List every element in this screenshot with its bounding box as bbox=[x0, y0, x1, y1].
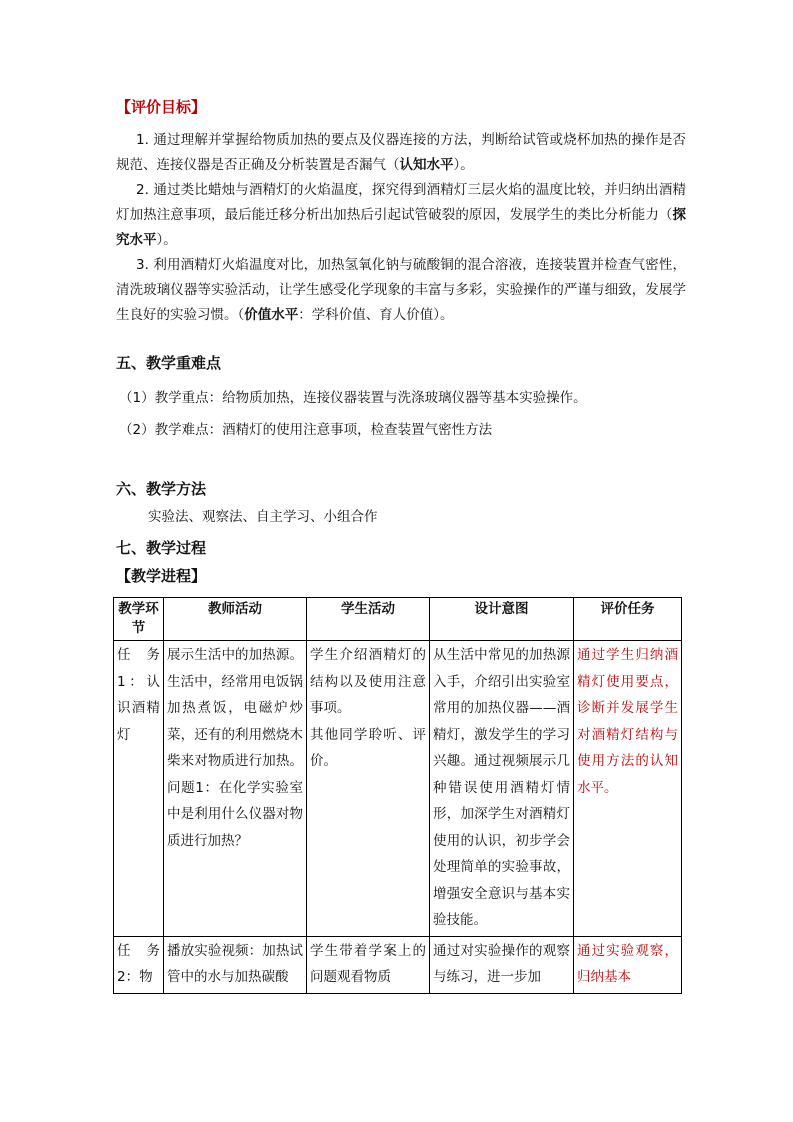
section5-item2: （2）教学难点：酒精灯的使用注意事项，检查装置气密性方法 bbox=[119, 422, 493, 438]
evaluation-goal-2: 2. 通过类比蜡烛与酒精灯的火焰温度，探究得到酒精灯三层火焰的温度比较，并归纳出酒精灯加热注意事项，最后能迁移分析出加热后引起试管破裂的原因，发展学生的类比分析能力（探究水平）。 bbox=[116, 182, 686, 248]
evaluation-heading: 【评价目标】 bbox=[116, 98, 207, 116]
cell-teacher: 展示生活中的加热源。生活中，经常用电饭锅加热煮饭，电磁炉炒菜，还有的利用燃烧木柴来对物质进行加热。问题1：在化学实验室中是利用什么仪器对物质进行加热？ bbox=[164, 641, 307, 937]
section6-content: 实验法、观察法、自主学习、小组合作 bbox=[148, 509, 378, 525]
cell-stage: 任务2：物 bbox=[114, 936, 164, 993]
table-row bbox=[114, 641, 682, 937]
cell-eval: 通过实验观察，归纳基本 bbox=[574, 936, 682, 993]
process-table bbox=[113, 597, 682, 994]
header-student: 学生活动 bbox=[307, 598, 430, 641]
cell-design: 从生活中常见的加热源入手，介绍引出实验室常用的加热仪器——酒精灯，激发学生的学习兴趣。通过视频展示几种错误使用酒精灯情形，加深学生对酒精灯使用的认识，初步学会处理简单的实验事故，增强安全意识与基本实验技能。 bbox=[430, 641, 574, 937]
section7-title: 七、教学过程 bbox=[116, 539, 207, 557]
table-header-row bbox=[114, 598, 682, 641]
cell-design: 通过对实验操作的观察与练习，进一步加 bbox=[430, 936, 574, 993]
cell-eval: 通过学生归纳酒精灯使用要点，诊断并发展学生对酒精灯结构与使用方法的认知水平。 bbox=[574, 641, 682, 937]
cell-teacher: 播放实验视频：加热试管中的水与加热碳酸 bbox=[164, 936, 307, 993]
section5-item1: （1）教学重点：给物质加热，连接仪器装置与洗涤玻璃仪器等基本实验操作。 bbox=[119, 390, 587, 406]
section6-title: 六、教学方法 bbox=[116, 480, 207, 498]
header-stage: 教学环节 bbox=[114, 598, 164, 641]
cell-student: 学生介绍酒精灯的结构以及使用注意事项。 其他同学聆听、评价。 bbox=[307, 641, 430, 937]
table-row bbox=[114, 936, 682, 993]
cell-stage: 任务1：认识酒精灯 bbox=[114, 641, 164, 937]
header-design: 设计意图 bbox=[430, 598, 574, 641]
cell-student: 学生带着学案上的问题观看物质 bbox=[307, 936, 430, 993]
header-teacher: 教师活动 bbox=[164, 598, 307, 641]
evaluation-goal-1: 1. 通过理解并掌握给物质加热的要点及仪器连接的方法，判断给试管或烧杯加热的操作是否规范、连接仪器是否正确及分析装置是否漏气（认知水平）。 bbox=[116, 132, 686, 173]
process-heading: 【教学进程】 bbox=[116, 567, 207, 585]
section5-title: 五、教学重难点 bbox=[116, 354, 222, 372]
evaluation-goal-3: 3. 利用酒精灯火焰温度对比，加热氢氧化钠与硫酸铜的混合溶液，连接装置并检查气密性，清洗玻璃仪器等实验活动，让学生感受化学现象的丰富与多彩，实验操作的严谨与细致，发展学生良好的实验习惯。（价值水平：学科价值、育人价值）。 bbox=[116, 257, 686, 323]
header-eval: 评价任务 bbox=[574, 598, 682, 641]
